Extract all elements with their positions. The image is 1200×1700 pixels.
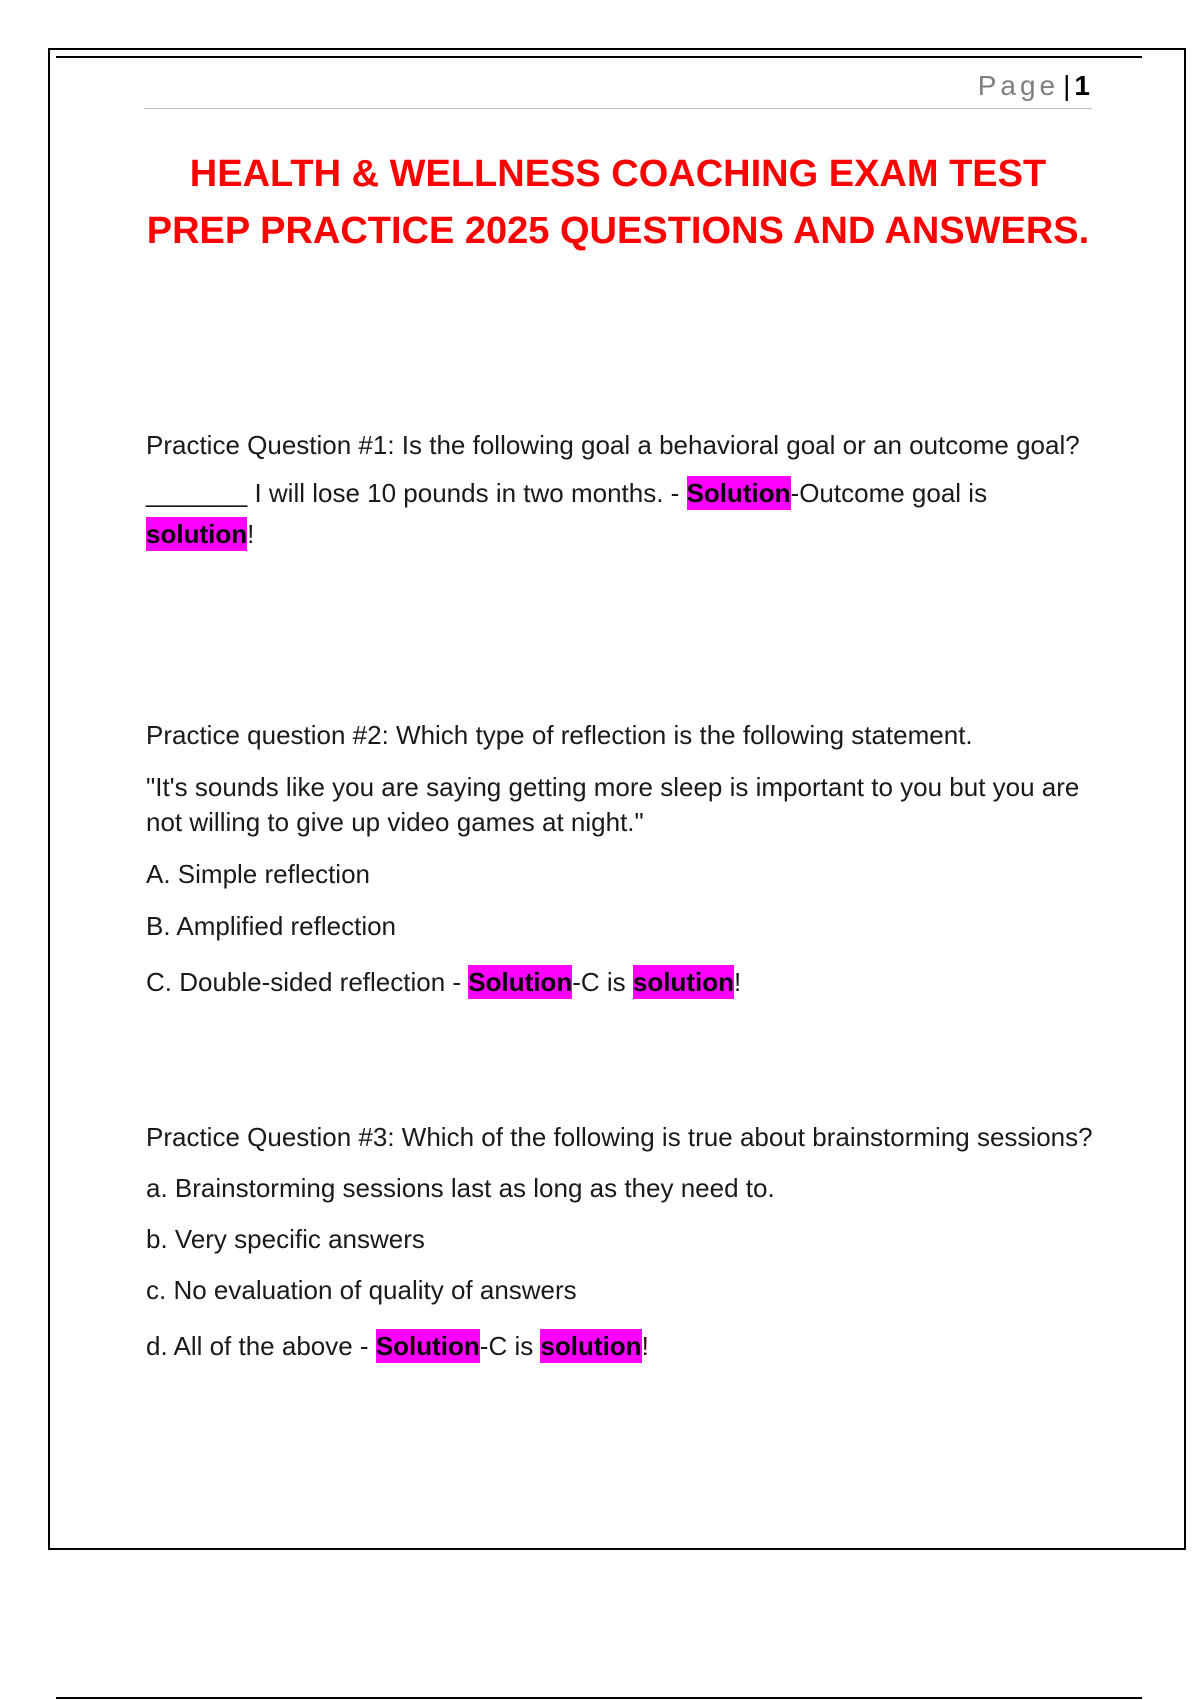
solution-tag: Solution (468, 967, 573, 997)
solution-word: solution (632, 967, 735, 997)
header-divider (144, 108, 1092, 109)
solution-word: solution (146, 519, 248, 549)
page-number-header (978, 70, 1090, 102)
option-d-text: d. All of the above - (146, 1331, 376, 1361)
question-3-block (146, 1120, 1096, 1364)
question-1-answer-end (146, 517, 1096, 552)
question-3-answer: -C is (479, 1331, 541, 1361)
solution-word: solution (540, 1331, 642, 1361)
exclamation: ! (734, 967, 742, 997)
next-page-top-border (56, 1697, 1142, 1699)
question-3-option-d (146, 1329, 1096, 1364)
question-3-option-a: a. Brainstorming sessions last as long as they need to. (146, 1173, 775, 1203)
top-border-line (56, 56, 1142, 58)
question-2-option-a: A. Simple reflection (146, 859, 370, 889)
solution-tag: Solution (686, 478, 791, 508)
question-2-quote: "It's sounds like you are saying getting more sleep is important to you but you are not willing to give up video games at night." (146, 772, 1080, 837)
question-2-text: Practice question #2: Which type of reflection is the following statement. (146, 720, 973, 750)
question-1-text: Practice Question #1: Is the following goal a behavioral goal or an outcome goal? (146, 430, 1080, 460)
question-3-option-c: c. No evaluation of quality of answers (146, 1275, 577, 1305)
question-2-block (146, 718, 1096, 1000)
exclamation: ! (641, 1331, 649, 1361)
question-1-statement: I will lose 10 pounds in two months. - (247, 478, 687, 508)
page-label: Page (977, 70, 1060, 101)
blank-line: _______ (146, 478, 248, 508)
page-separator: | (1063, 70, 1071, 101)
question-1-answer-line (146, 476, 1096, 511)
exclamation: ! (247, 519, 255, 549)
solution-tag: Solution (375, 1331, 480, 1361)
question-2-option-b: B. Amplified reflection (146, 911, 397, 941)
question-2-option-c (146, 965, 1096, 1000)
question-3-option-b: b. Very specific answers (146, 1224, 425, 1254)
document-title: HEALTH & WELLNESS COACHING EXAM TEST PREP PRACTICE 2025 QUESTIONS AND ANSWERS. (146, 153, 1090, 252)
question-1-answer: -Outcome goal is (790, 478, 988, 508)
question-2-answer: -C is (572, 967, 633, 997)
question-3-text: Practice Question #3: Which of the following is true about brainstorming sessions? (146, 1122, 1093, 1152)
question-1-block (146, 428, 1096, 552)
page-number: 1 (1074, 70, 1090, 101)
option-c-text: C. Double-sided reflection - (146, 967, 469, 997)
